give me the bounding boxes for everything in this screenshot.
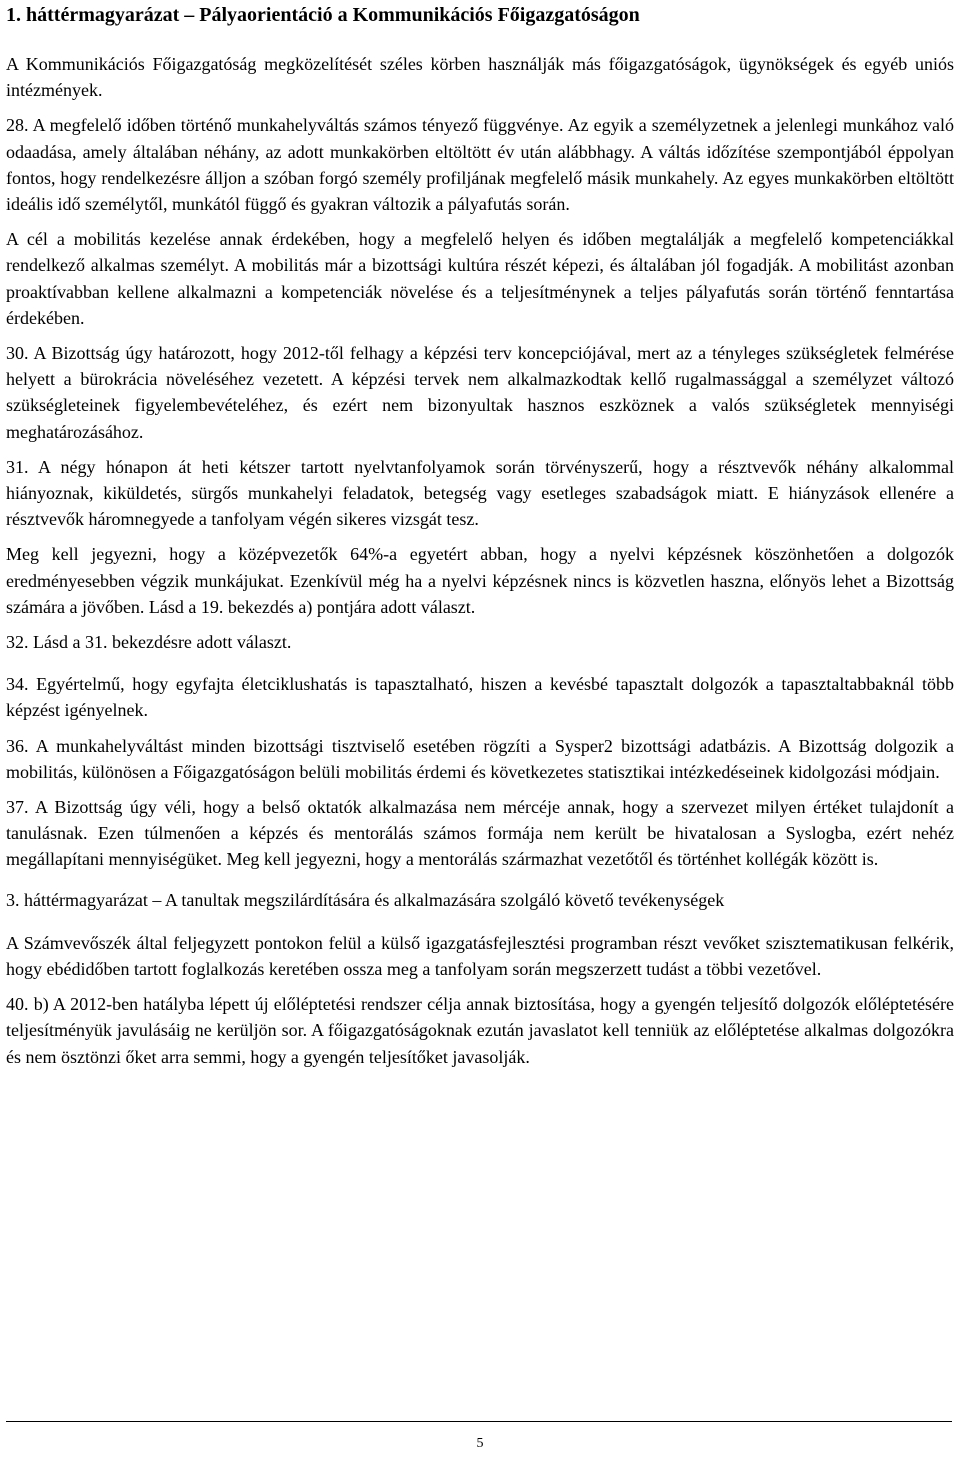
paragraph-32: 32. Lásd a 31. bekezdésre adott választ. [6,632,292,653]
footer-divider [6,1421,952,1422]
paragraph-28: 28. A megfelelő időben történő munkahelyváltás számos tényező függvénye. Az egyik a személyzetnek a jelenlegi munkához való odaadása, amely általában néhány, az adott munkakörben eltöltött év után alábbhagy. A váltás időzítése szempontjából éppolyan fontos, hogy rendelkezésre álljon a szóban forgó személy profiljának megfelelő másik munkahely. Az egyes munkakörben eltöltött ideális idő személytől, munkától függő és gyakran változik a pályafutás során. [6,115,954,215]
section-subheading: 3. háttérmagyarázat – A tanultak megszilárdítására és alkalmazására szolgáló követő tevékenységek [6,889,725,910]
section-heading: 1. háttérmagyarázat – Pályaorientáció a Kommunikációs Főigazgatóságon [6,4,640,26]
paragraph-31: 31. A négy hónapon át heti kétszer tartott nyelvtanfolyamok során törvényszerű, hogy a résztvevők néhány alkalommal hiányoznak, kiküldetés, sürgős munkahelyi feladatok, betegség vagy esetleges szabadságok miatt. E hiányzások ellenére a résztvevők háromnegyede a tanfolyam végén sikeres vizsgát tesz. [6,456,954,530]
paragraph-34: 34. Egyértelmű, hogy egyfajta életciklushatás is tapasztalható, hiszen a kevésbé tapasztalt dolgozók a tapasztaltabbaknál több képzést igényelnek. [6,674,954,721]
paragraph-40b: 40. b) A 2012-ben hatályba lépett új előléptetési rendszer célja annak biztosítása, hogy a gyengén teljesítő dolgozók előléptetésére teljesítményük javulásáig ne kerüljön sor. A főigazgatóságoknak ezután javaslatot kell tenniük az előléptetése alkalmas dolgozókra és nem ösztönzi őket arra semmi, hogy a gyengén teljesítőket javasolják. [6,994,954,1067]
paragraph-intro: A Kommunikációs Főigazgatóság megközelítését széles körben használják más főigazgatóságok, ügynökségek és egyéb uniós intézmények. [6,54,954,101]
paragraph-37: 37. A Bizottság úgy véli, hogy a belső oktatók alkalmazása nem mércéje annak, hogy a szervezet milyen értéket tulajdonít a tanulásnak. Ezen túlmenően a képzés és mentorálás számos formája nem került be hivatalosan a Syslogba, ezért nehéz megállapítani mennyiségüket. Meg kell jegyezni, hogy a mentorálás származhat vezetőtől és történhet kollégák között is. [6,797,954,870]
paragraph-mobility: A cél a mobilitás kezelése annak érdekében, hogy a megfelelő helyen és időben megtalálják a megfelelő kompetenciákkal rendelkező alkalmas személyt. A mobilitás már a bizottsági kultúra részét képezi, és általában jól fogadják. A mobilitást azonban proaktívabban kellene alkalmazni a kompetenciák növelése és a teljesítménynek a teljes pályafutás során történő fenntartása érdekében. [6,229,954,328]
page-number: 5 [476,1436,484,1451]
paragraph-36: 36. A munkahelyváltást minden bizottsági tisztviselő esetében rögzíti a Sysper2 bizottsági adatbázis. A Bizottság dolgozik a mobilitás, különösen a Főigazgatóságon belüli mobilitás érdemi és következetes statisztikai intézkedéseinek kidolgozási módjain. [6,735,954,782]
document-page [6,0,954,1070]
paragraph-court-of-auditors: A Számvevőszék által feljegyzett pontokon felül a külső igazgatásfejlesztési programban részt vevőket szisztematikusan felkérik, hogy ebédidőben tartott foglalkozás keretében ossza meg a tanfolyam során megszerzett tudást a többi vezetővel. [6,932,954,979]
paragraph-language-training: Meg kell jegyezni, hogy a középvezetők 64%-a egyetért abban, hogy a nyelvi képzésnek köszönhetően a dolgozók eredményesebben végzik munkájukat. Ezenkívül még ha a nyelvi képzésnek nincs is közvetlen haszna, előnyös lehet a Bizottság számára a jövőben. Lásd a 19. bekezdés a) pontjára adott választ. [6,544,954,617]
paragraph-30: 30. A Bizottság úgy határozott, hogy 2012-től felhagy a képzési terv koncepciójával, mert az a tényleges szükségletek felmérése helyett a bürokrácia növeléséhez vezetett. A képzési tervek nem alkalmazkodtak kellő rugalmassággal a személyzet változó szükségleteinek figyelembevételéhez, és ezért nem bizonyultak hasznos eszköznek a valós szükségletek mennyiségi meghatározásához. [6,343,954,442]
